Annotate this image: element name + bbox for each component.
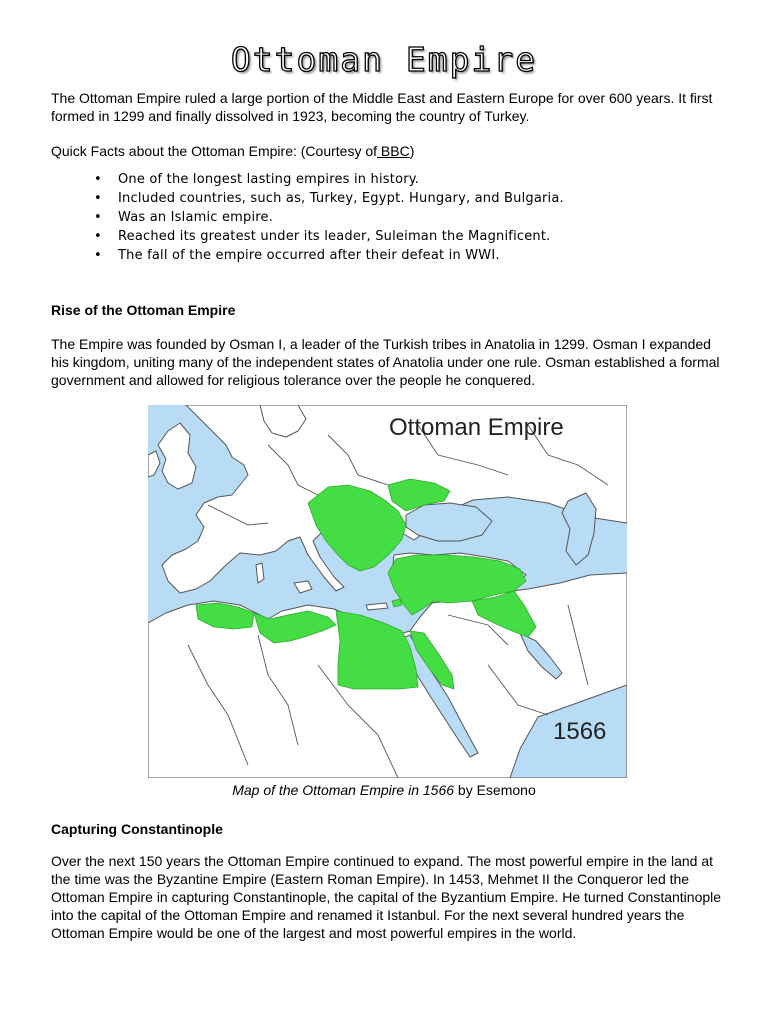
list-item xyxy=(51,208,564,227)
list-item-text: Reached its greatest under its leader, Suleiman the Magnificent. xyxy=(118,229,551,244)
list-item-text: Included countries, such as, Turkey, Egypt. Hungary, and Bulgaria. xyxy=(118,191,564,206)
capture-paragraph: Over the next 150 years the Ottoman Empire continued to expand. The most powerful empire in the land at the time was the Byzantine Empire (Eastern Roman Empire). In 1453, Mehmet II the Conqueror led the Ottoman Empire in capturing Constantinople, the capital of the Byzantium Empire. He turned Constantinople into the capital of the Ottoman Empire and renamed it Istanbul. For the next several hundred years the Ottoman Empire would be one of the largest and most powerful empires in the world. xyxy=(51,853,722,941)
map-caption xyxy=(0,781,768,799)
rise-heading: Rise of the Ottoman Empire xyxy=(51,302,236,318)
intro-paragraph: The Ottoman Empire ruled a large portion of the Middle East and Eastern Europe for over 600 years. It first formed in 1299 and finally dissolved in 1923, becoming the country of Turkey. xyxy=(51,90,713,124)
bullet-icon: • xyxy=(94,248,102,263)
bullet-icon: • xyxy=(94,172,102,187)
list-item xyxy=(51,170,564,189)
map-caption-credit: by Esemono xyxy=(454,782,536,798)
capture-heading: Capturing Constantinople xyxy=(51,821,223,837)
quick-facts-label: Quick Facts about the Ottoman Empire: (Courtesy of xyxy=(51,143,378,159)
bullet-icon: • xyxy=(94,191,102,206)
list-item-text: The fall of the empire occurred after their defeat in WWI. xyxy=(118,248,500,263)
quick-facts-line xyxy=(51,142,731,160)
list-item-text: One of the longest lasting empires in history. xyxy=(118,172,420,187)
quick-facts-list xyxy=(51,170,564,265)
list-item xyxy=(51,227,564,246)
rise-paragraph: The Empire was founded by Osman I, a leader of the Turkish tribes in Anatolia in 1299. Osman I expanded his kingdom, uniting many of the independent states of Anatolia under one rule. Osman established a formal government and allowed for religious tolerance over the people he conquered. xyxy=(51,336,720,388)
bullet-icon: • xyxy=(94,210,102,225)
map-title: Ottoman Empire xyxy=(389,414,564,441)
list-item-text: Was an Islamic empire. xyxy=(118,210,274,225)
map-land-sardinia xyxy=(256,563,264,583)
list-item xyxy=(51,189,564,208)
list-item xyxy=(51,246,564,265)
bbc-link[interactable]: BBC xyxy=(377,143,410,159)
quick-facts-close: ) xyxy=(409,143,415,159)
ottoman-map-image xyxy=(148,405,627,778)
ottoman-map xyxy=(148,405,627,778)
page-title: Ottoman Empire xyxy=(230,40,538,79)
bullet-icon: • xyxy=(94,229,102,244)
map-year-label: 1566 xyxy=(553,718,607,745)
map-caption-title: Map of the Ottoman Empire in 1566 xyxy=(232,782,455,798)
